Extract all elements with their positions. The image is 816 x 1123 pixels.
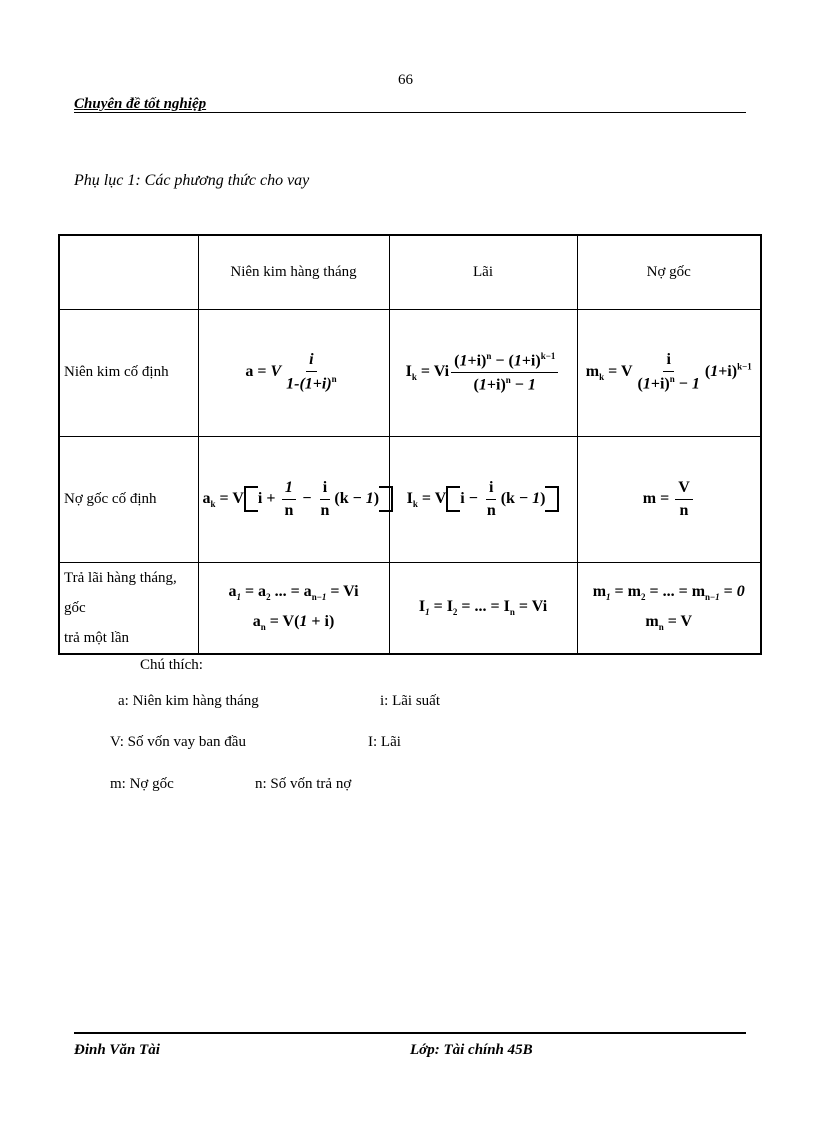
notes-heading: Chú thích: <box>140 657 203 673</box>
row-label-bullet <box>59 562 198 654</box>
note-a: a: Niên kim hàng tháng <box>118 693 259 709</box>
table-header-row <box>59 235 761 309</box>
empty-corner-cell <box>59 235 198 309</box>
loan-methods-table <box>58 234 762 655</box>
table-row <box>59 436 761 562</box>
table-row <box>59 309 761 436</box>
formula-annuity-bullet: $a_1 = a_2$ ... = $a_{n-1} = Vi$ $a_n = V(1 + i)$ <box>198 562 389 654</box>
note-v: V: Số vốn vay ban đầu <box>110 734 246 750</box>
footer-author: Đinh Văn Tài <box>74 1042 160 1058</box>
note-n: n: Số vốn trả nợ <box>255 776 352 792</box>
formula-principal-fixed-principal: m = $\frac{V}{n}$ <box>577 436 761 562</box>
page-number: 66 <box>398 72 413 88</box>
footer-class: Lớp: Tài chính 45B <box>410 1042 533 1058</box>
formula-principal-bullet: $m_1 = m_2$ = ... = $m_{n-1} = 0$ $m_n = V$ <box>577 562 761 654</box>
header-title: Chuyên đề tốt nghiệp <box>74 96 207 112</box>
formula-interest-fixed-principal: $I_k = V$ i − $\frac{i}{n}$ (k − 1) <box>389 436 577 562</box>
formula-annuity-fixed-principal: $a_k = V$ i + $\frac{1}{n}$ − $\frac{i}{n}$ (k − 1) <box>198 436 389 562</box>
formula-annuity-fixed-annuity: a = V $\frac{i}{1-(1+i)^n}$ <box>198 309 389 436</box>
note-i: i: Lãi suất <box>380 693 440 709</box>
formula-interest-bullet: $I_1 = I_2$ = ... = $I_n = Vi$ <box>389 562 577 654</box>
table-row <box>59 562 761 654</box>
row-label-fixed-annuity: Niên kim cố định <box>59 309 198 436</box>
header-rule <box>74 112 746 113</box>
footer-rule <box>74 1032 746 1034</box>
note-m: m: Nợ gốc <box>110 776 174 792</box>
row-label-fixed-principal: Nợ gốc cố định <box>59 436 198 562</box>
formula-principal-fixed-annuity: $m_k = V$ $\frac{i}{(1+i)^n - 1}$ $(1+i)^{k-1}$ <box>577 309 761 436</box>
row-label-bullet-line1: Trả lãi hàng tháng, gốc <box>64 569 177 616</box>
section-title: Phụ lục 1: Các phương thức cho vay <box>74 172 310 189</box>
col-header-interest: Lãi <box>389 235 577 309</box>
col-header-annuity: Niên kim hàng tháng <box>198 235 389 309</box>
formula-interest-fixed-annuity: $I_k = Vi$ $\frac{(1+i)^n - (1+i)^{k-1}}{(1+i)^n - 1}$ <box>389 309 577 436</box>
row-label-bullet-line2: trả một lần <box>64 629 129 646</box>
col-header-principal: Nợ gốc <box>577 235 761 309</box>
note-interest: I: Lãi <box>368 734 401 750</box>
